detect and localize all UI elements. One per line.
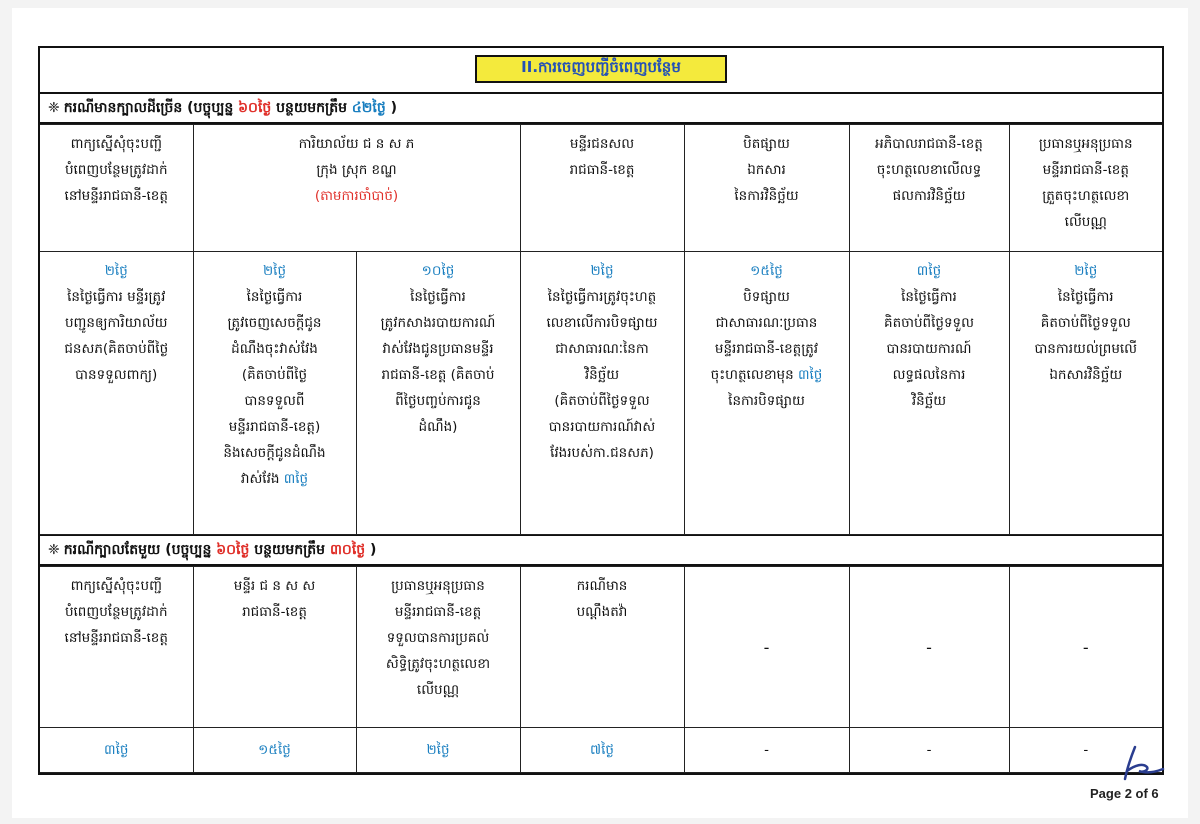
section-close: )	[370, 542, 377, 558]
step-days: ២ថ្ងៃ	[590, 263, 614, 279]
text-line: លើបណ្ណ	[416, 682, 460, 698]
text-line: ដំណឹងចុះវាស់វែង	[231, 341, 318, 357]
text-line: ត្រូវចេញសេចក្ដីជូន	[227, 315, 322, 331]
text-line: គិតចាប់ពីថ្ងៃទទួល	[884, 315, 974, 331]
text-line: ប្រធានឬអនុប្រធាន	[391, 578, 485, 594]
text-line: អភិបាលរាជធានី-ខេត្ត	[875, 136, 983, 152]
days-reduce: ៣០ថ្ងៃ	[329, 541, 366, 558]
label-reduce: បន្ថយមកត្រឹម	[276, 99, 347, 116]
step-cell	[684, 252, 849, 535]
step-days: ១០ថ្ងៃ	[421, 263, 455, 279]
step-days: ១៥ថ្ងៃ	[750, 263, 783, 279]
text-line: មន្ទីរ ជ ន ស ស	[233, 578, 316, 594]
text-line: មន្ទីរជនសល	[569, 136, 635, 152]
text-line: នៃថ្ងៃធ្វើការ	[246, 289, 303, 305]
text-line: ទទួលបានការប្រគល់	[386, 630, 490, 646]
text-line: បញ្ជូនឲ្យការិយាល័យ	[64, 315, 168, 331]
text-line: ចុះហត្ថលេខាលើលទ្ធ	[876, 162, 982, 178]
label-reduce: បន្ថយមកត្រឹម	[254, 541, 326, 558]
text-line: បានរបាយការណ៍វាស់	[548, 419, 656, 435]
days-cell: -	[1009, 728, 1162, 773]
days-current: ៦០ថ្ងៃ	[238, 99, 272, 116]
text-line: នៃថ្ងៃធ្វើការ មន្ទីរត្រូវ	[67, 289, 166, 305]
section-label: ករណីក្បាលតែមួយ (	[63, 541, 172, 558]
text-line: មន្ទីររាជធានី-ខេត្តត្រូវ	[714, 341, 819, 357]
step-cell	[849, 252, 1009, 535]
step-days: ២ថ្ងៃ	[1074, 263, 1098, 279]
header-provincial-dept	[520, 125, 684, 252]
days-current: ៦០ថ្ងៃ	[216, 541, 250, 558]
text-line: នៃថ្ងៃធ្វើការ	[410, 289, 466, 305]
days-cell: ១៥ថ្ងៃ	[193, 728, 356, 773]
text-line: នៃថ្ងៃធ្វើការ	[1057, 289, 1114, 305]
text-line: លើបណ្ណ	[1064, 214, 1107, 230]
title-row	[40, 48, 1162, 94]
text-line: វិនិច្ឆ័យ	[584, 367, 620, 383]
text-line: ពាក្យស្នើសុំចុះបញ្ជី	[70, 136, 162, 152]
header-dispute	[520, 567, 684, 728]
star-icon: ❈	[48, 542, 60, 558]
page-number	[1090, 786, 1159, 801]
single-plot-table	[40, 566, 1162, 773]
text-line: នៃការបិទផ្សាយ	[728, 393, 805, 409]
text-line	[200, 466, 350, 492]
text-line: (តាមការចាំបាច់)	[314, 188, 399, 204]
text-line: រាជធានី-ខេត្ត (គិតចាប់	[381, 367, 495, 383]
days-reduce: ៤២ថ្ងៃ	[351, 99, 386, 116]
signature-mark	[1117, 743, 1167, 783]
days-row	[40, 728, 1162, 773]
text-line: ពាក្យស្នើសុំចុះបញ្ជី	[70, 578, 162, 594]
section-label: ករណីមានក្បាលដីច្រើន (	[63, 99, 194, 116]
text-line: ពីថ្ងៃបញ្ចប់ការជូន	[395, 393, 481, 409]
text-line: (គិតចាប់ពីថ្ងៃ	[241, 367, 308, 383]
text-line: បណ្ដឹងតវ៉ា	[576, 604, 628, 620]
days-cell: -	[684, 728, 849, 773]
text-line: ឯកសារវិនិច្ឆ័យ	[1049, 367, 1123, 383]
text-line: ក្រុង ស្រុក ខណ្ឌ	[316, 162, 397, 178]
text-line: នៃថ្ងៃធ្វើការ	[901, 289, 957, 305]
text-line: ការិយាល័យ ជ ន ស ភ	[298, 136, 415, 152]
text-line: ត្រូវកសាងរបាយការណ៍	[380, 315, 496, 331]
text-line: ប្រធានឬអនុប្រធាន	[1038, 136, 1133, 152]
days-cell: -	[849, 728, 1009, 773]
text-line: (គិតចាប់ពីថ្ងៃទទួល	[554, 393, 650, 409]
text-line: ជនសភ(គិតចាប់ពីថ្ងៃ	[64, 341, 169, 357]
text-line: មន្ទីររាជធានី-ខេត្ត)	[228, 419, 321, 435]
text-line: លេខាលើការបិទផ្សាយ	[546, 315, 658, 331]
header-governor	[849, 125, 1009, 252]
days-cell: ២ថ្ងៃ	[356, 728, 520, 773]
step-days: ៣ថ្ងៃ	[916, 263, 942, 279]
page-of: of	[1131, 786, 1152, 801]
step-cell	[1009, 252, 1162, 535]
text-line	[691, 362, 843, 388]
inline-days: ៣ថ្ងៃ	[797, 367, 823, 383]
steps-row	[40, 252, 1162, 535]
text-line: វាស់វែងជូនប្រធានមន្ទីរ	[382, 341, 494, 357]
header-director	[1009, 125, 1162, 252]
multi-plot-table	[40, 124, 1162, 535]
text-line: ដំណឹង)	[418, 419, 458, 435]
header-district-office	[193, 125, 520, 252]
procedure-table	[38, 46, 1164, 775]
text-line: បានការយល់ព្រមលើ	[1034, 341, 1138, 357]
header-publish	[684, 125, 849, 252]
section-multi-plot	[40, 94, 1162, 124]
step-cell	[356, 252, 520, 535]
text-line: ជាសាធារណៈប្រធាន	[715, 315, 818, 331]
header-application	[40, 125, 193, 252]
text-line: បំពេញបន្ថែមត្រូវដាក់	[64, 604, 168, 620]
text-line: នៅមន្ទីររាជធានី-ខេត្ត	[64, 630, 168, 646]
page-total: 6	[1151, 786, 1159, 801]
text-line: ផលការវិនិច្ឆ័យ	[892, 188, 966, 204]
page-current: 2	[1124, 786, 1132, 801]
days-cell: ៣ថ្ងៃ	[40, 728, 193, 773]
section-close: )	[390, 100, 397, 116]
text-line: លទ្ធផលនៃការ	[892, 367, 966, 383]
text-line: រាជធានី-ខេត្ត	[569, 162, 635, 178]
step-days: ២ថ្ងៃ	[262, 263, 287, 279]
empty-cell: -	[1009, 567, 1162, 728]
text-line: បិទផ្សាយ	[743, 289, 790, 305]
text-line: បានរបាយការណ៍	[886, 341, 972, 357]
label-current: បច្ចុប្បន្ន	[171, 541, 212, 558]
text-line: នៅមន្ទីររាជធានី-ខេត្ត	[64, 188, 168, 204]
text-line: បានទទួលពាក្យ)	[75, 367, 158, 383]
text-line: ករណីមាន	[576, 578, 628, 594]
header-row	[40, 125, 1162, 252]
header-row	[40, 567, 1162, 728]
star-icon: ❈	[48, 100, 60, 116]
section-single-plot	[40, 535, 1162, 566]
header-application	[40, 567, 193, 728]
step-days: ២ថ្ងៃ	[104, 263, 128, 279]
text-line: នៃថ្ងៃធ្វើការត្រូវចុះហត្ថ	[547, 289, 657, 305]
text-fragment: ចុះហត្ថលេខាមុន	[710, 367, 798, 383]
text-line: បិតផ្សាយ	[743, 136, 790, 152]
inline-days: ៣ថ្ងៃ	[283, 471, 309, 487]
text-line: វែងរបស់កា.ជនសភ)	[550, 445, 654, 461]
text-line: បានទទួលពី	[244, 393, 305, 409]
empty-cell: -	[849, 567, 1009, 728]
header-director	[356, 567, 520, 728]
text-line: មន្ទីររាជធានី-ខេត្ត	[394, 604, 482, 620]
text-line: មន្ទីររាជធានី-ខេត្ត	[1042, 162, 1129, 178]
empty-cell: -	[684, 567, 849, 728]
text-line: និងសេចក្ដីជូនដំណឹង	[223, 445, 326, 461]
document-page	[12, 8, 1188, 818]
step-cell	[193, 252, 356, 535]
text-line: សិទ្ធិត្រូវចុះហត្ថលេខា	[385, 656, 491, 672]
step-cell	[520, 252, 684, 535]
text-line: ត្រួតចុះហត្ថលេខា	[1042, 188, 1130, 204]
label-current: បច្ចុប្បន្ន	[193, 99, 234, 116]
text-line: បំពេញបន្ថែមត្រូវដាក់	[64, 162, 168, 178]
text-line: វិនិច្ឆ័យ	[911, 393, 947, 409]
section-title: II.ការចេញបញ្ជីចំពេញបន្ថែម	[475, 55, 727, 83]
text-line: គិតចាប់ពីថ្ងៃទទួល	[1040, 315, 1131, 331]
text-line: នៃការវិនិច្ឆ័យ	[734, 188, 799, 204]
header-provincial-dept	[193, 567, 356, 728]
text-line: ឯកសារ	[747, 162, 786, 178]
page-prefix: Page	[1090, 786, 1125, 801]
text-line: ជាសាធារណៈនៃកា	[555, 341, 649, 357]
days-cell: ៧ថ្ងៃ	[520, 728, 684, 773]
step-cell	[40, 252, 193, 535]
text-fragment: វាស់វែង	[240, 471, 284, 487]
text-line: រាជធានី-ខេត្ត	[242, 604, 307, 620]
